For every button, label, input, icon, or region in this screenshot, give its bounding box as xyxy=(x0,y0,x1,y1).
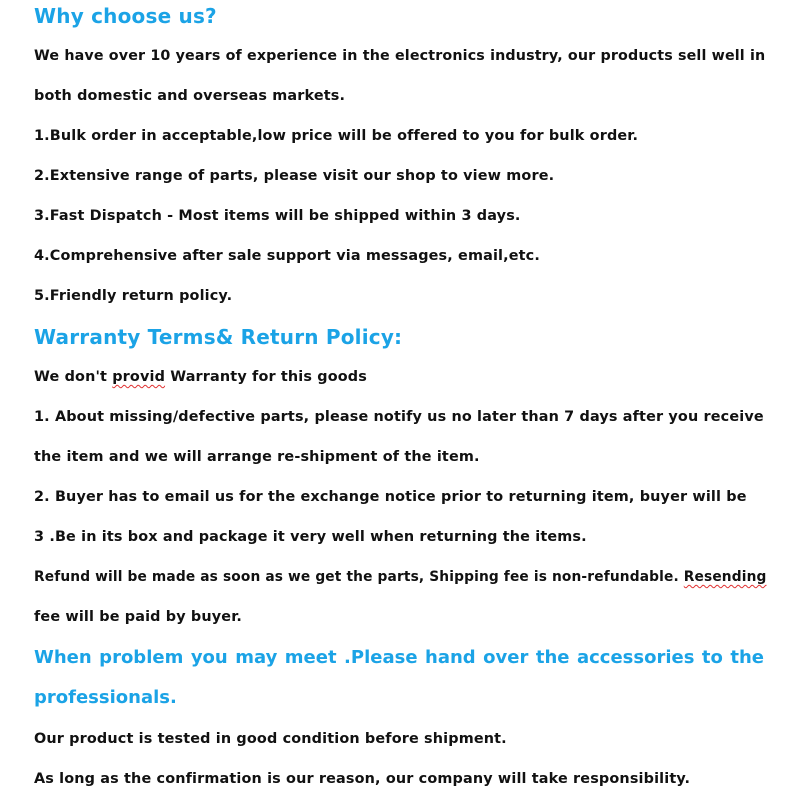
point-4: 4.Comprehensive after sale support via messages, email,etc. xyxy=(34,248,540,264)
tested-line: Our product is tested in good condition before shipment. xyxy=(34,731,507,747)
responsibility-line: As long as the confirmation is our reason, our company will take responsibility. xyxy=(34,771,691,787)
refund-line-2: fee will be paid by buyer. xyxy=(34,609,243,625)
why-choose-us-heading: Why choose us? xyxy=(34,4,217,28)
warranty-item-2: 2. Buyer has to email us for the exchange notice prior to returning item, buyer will be xyxy=(34,489,747,505)
problem-heading-line-1: When problem you may meet .Please hand over the accessories to the xyxy=(34,647,764,668)
intro-line-1: We have over 10 years of experience in the electronics industry, our products sell well in xyxy=(34,48,766,64)
warranty-item-1-line-2: the item and we will arrange re-shipment of the item. xyxy=(34,449,480,465)
no-warranty-after: Warranty for this goods xyxy=(165,369,367,385)
warranty-item-1-line-1: 1. About missing/defective parts, please notify us no later than 7 days after you receive xyxy=(34,409,764,425)
warranty-heading: Warranty Terms& Return Policy: xyxy=(34,325,403,349)
no-warranty-line xyxy=(34,365,367,389)
refund-line-1-text: Refund will be made as soon as we get the parts, Shipping fee is non-refundable. xyxy=(34,569,684,585)
no-warranty-before: We don't xyxy=(34,369,113,385)
warranty-item-3: 3 .Be in its box and package it very well when returning the items. xyxy=(34,529,587,545)
point-1: 1.Bulk order in acceptable,low price will be offered to you for bulk order. xyxy=(34,128,639,144)
misspelled-word: provid xyxy=(112,369,166,385)
point-5: 5.Friendly return policy. xyxy=(34,288,233,304)
intro-line-2: both domestic and overseas markets. xyxy=(34,88,346,104)
flagged-word: Resending xyxy=(683,569,767,585)
point-3: 3.Fast Dispatch - Most items will be shipped within 3 days. xyxy=(34,208,521,224)
point-2: 2.Extensive range of parts, please visit our shop to view more. xyxy=(34,168,555,184)
refund-line-1 xyxy=(34,565,767,589)
problem-heading-line-2: professionals. xyxy=(34,687,177,708)
